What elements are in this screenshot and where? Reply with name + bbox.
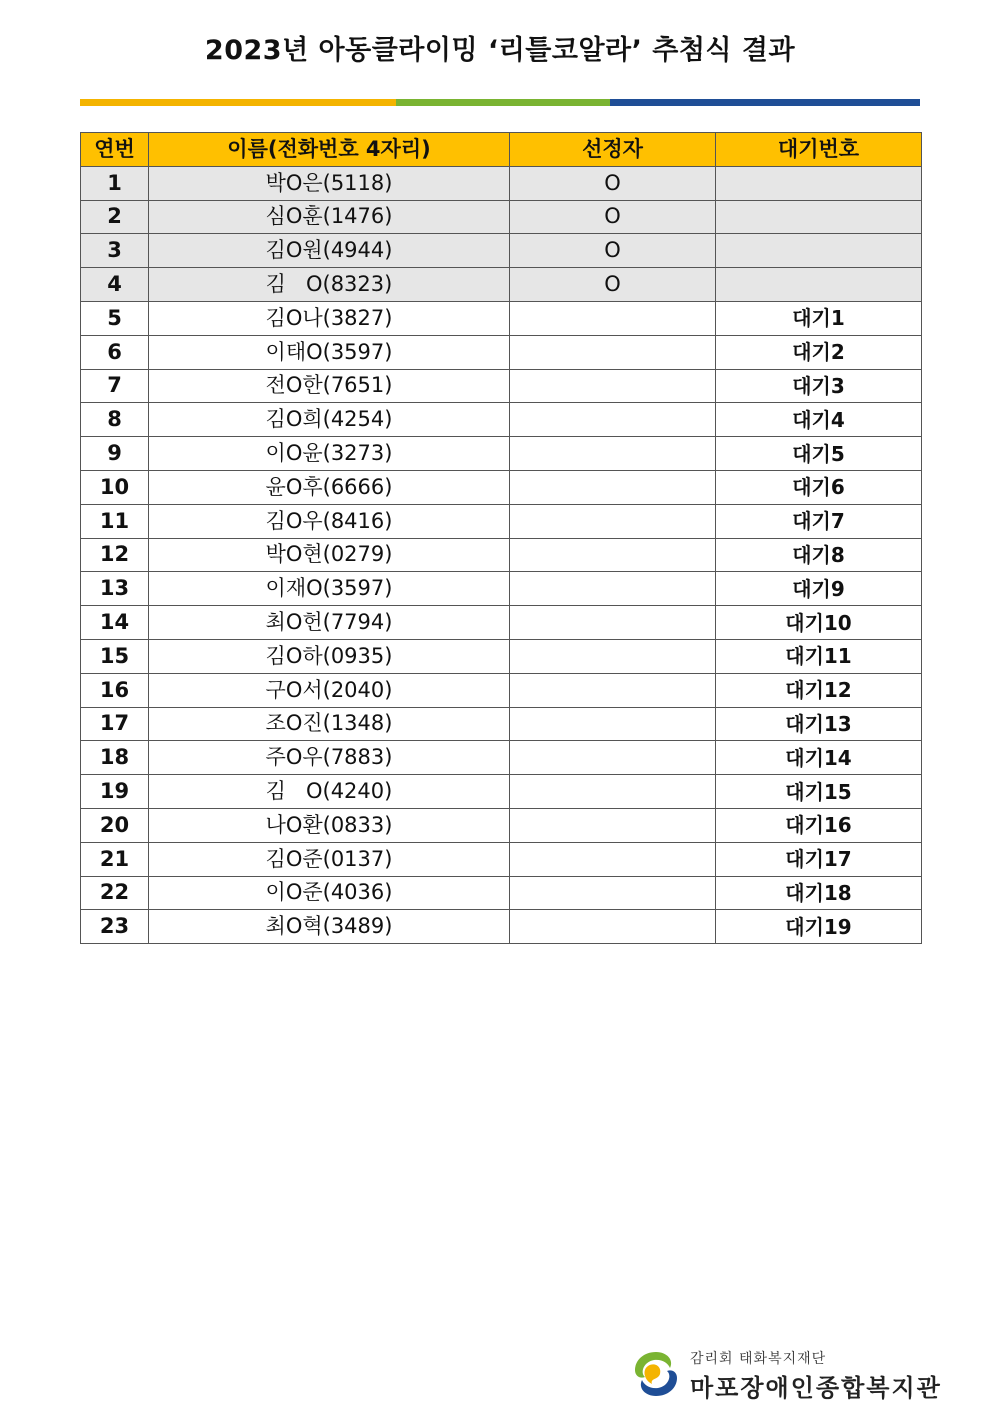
row-number: 7 [81,369,149,403]
row-name: 김 O(8323) [149,268,510,302]
row-number: 11 [81,504,149,538]
row-waiting-number [716,234,922,268]
result-table [80,132,922,944]
row-waiting-number: 대기1 [716,301,922,335]
row-selected-mark: O [510,268,716,302]
row-name: 주O우(7883) [149,741,510,775]
row-waiting-number: 대기14 [716,741,922,775]
row-name: 김O희(4254) [149,403,510,437]
row-waiting-number [716,200,922,234]
row-number: 10 [81,470,149,504]
row-name: 김O하(0935) [149,639,510,673]
row-selected-mark [510,707,716,741]
row-selected-mark [510,842,716,876]
row-name: 최O헌(7794) [149,606,510,640]
row-name: 구O서(2040) [149,673,510,707]
row-waiting-number: 대기18 [716,876,922,910]
row-number: 23 [81,910,149,944]
divider-yellow [80,99,396,106]
row-waiting-number: 대기11 [716,639,922,673]
row-waiting-number: 대기6 [716,470,922,504]
row-number: 1 [81,166,149,200]
row-number: 8 [81,403,149,437]
row-selected-mark: O [510,200,716,234]
header-waiting: 대기번호 [716,133,922,167]
divider-green [396,99,610,106]
row-name: 이재O(3597) [149,572,510,606]
row-waiting-number: 대기12 [716,673,922,707]
table-row [81,808,922,842]
table-row [81,335,922,369]
table-row [81,538,922,572]
table-row [81,268,922,302]
table-row [81,234,922,268]
row-number: 15 [81,639,149,673]
row-selected-mark [510,606,716,640]
row-selected-mark [510,301,716,335]
swirl-logo-icon [630,1348,682,1400]
row-name: 조O진(1348) [149,707,510,741]
row-name: 박O현(0279) [149,538,510,572]
org-parent-name: 감리회 태화복지재단 [690,1351,827,1367]
row-waiting-number: 대기2 [716,335,922,369]
table-row [81,470,922,504]
table-row [81,403,922,437]
row-number: 19 [81,775,149,809]
org-name: 마포장애인종합복지관 [690,1373,942,1402]
row-selected-mark [510,910,716,944]
row-number: 22 [81,876,149,910]
table-row [81,437,922,471]
row-name: 김 O(4240) [149,775,510,809]
footer-logo [630,1346,960,1400]
row-selected-mark [510,639,716,673]
page-title: 2023년 아동클라이밍 ‘리틀코알라’ 추첨식 결과 [204,35,796,66]
row-number: 9 [81,437,149,471]
row-selected-mark [510,808,716,842]
row-waiting-number: 대기3 [716,369,922,403]
row-name: 윤O후(6666) [149,470,510,504]
table-row [81,639,922,673]
row-number: 6 [81,335,149,369]
row-name: 김O나(3827) [149,301,510,335]
row-selected-mark [510,572,716,606]
row-waiting-number: 대기5 [716,437,922,471]
table-row [81,606,922,640]
row-number: 4 [81,268,149,302]
row-selected-mark: O [510,234,716,268]
row-number: 17 [81,707,149,741]
row-waiting-number [716,268,922,302]
row-number: 20 [81,808,149,842]
row-waiting-number: 대기4 [716,403,922,437]
row-waiting-number: 대기10 [716,606,922,640]
row-selected-mark [510,775,716,809]
table-row [81,876,922,910]
row-name: 최O혁(3489) [149,910,510,944]
table-row [81,707,922,741]
row-selected-mark [510,335,716,369]
row-selected-mark [510,876,716,910]
table-row [81,910,922,944]
row-waiting-number [716,166,922,200]
row-selected-mark [510,741,716,775]
row-name: 이태O(3597) [149,335,510,369]
row-name: 김O원(4944) [149,234,510,268]
row-waiting-number: 대기13 [716,707,922,741]
row-name: 나O환(0833) [149,808,510,842]
row-number: 21 [81,842,149,876]
row-selected-mark [510,504,716,538]
header-selected: 선정자 [510,133,716,167]
row-waiting-number: 대기7 [716,504,922,538]
row-selected-mark [510,538,716,572]
row-selected-mark [510,369,716,403]
divider-blue [610,99,920,106]
row-waiting-number: 대기17 [716,842,922,876]
row-number: 18 [81,741,149,775]
row-number: 12 [81,538,149,572]
row-number: 5 [81,301,149,335]
table-header-row [81,133,922,167]
row-number: 14 [81,606,149,640]
row-waiting-number: 대기19 [716,910,922,944]
row-name: 김O준(0137) [149,842,510,876]
row-waiting-number: 대기9 [716,572,922,606]
row-waiting-number: 대기8 [716,538,922,572]
table-row [81,200,922,234]
table-row [81,572,922,606]
table-row [81,369,922,403]
row-waiting-number: 대기15 [716,775,922,809]
header-name: 이름(전화번호 4자리) [149,133,510,167]
row-name: 전O한(7651) [149,369,510,403]
row-number: 3 [81,234,149,268]
table-row [81,504,922,538]
row-selected-mark: O [510,166,716,200]
table-row [81,842,922,876]
row-selected-mark [510,403,716,437]
row-name: 이O윤(3273) [149,437,510,471]
row-name: 박O은(5118) [149,166,510,200]
table-row [81,673,922,707]
row-selected-mark [510,673,716,707]
row-waiting-number: 대기16 [716,808,922,842]
row-selected-mark [510,437,716,471]
table-row [81,301,922,335]
row-name: 심O훈(1476) [149,200,510,234]
row-number: 13 [81,572,149,606]
row-number: 16 [81,673,149,707]
row-number: 2 [81,200,149,234]
row-name: 이O준(4036) [149,876,510,910]
table-row [81,741,922,775]
header-no: 연번 [81,133,149,167]
row-selected-mark [510,470,716,504]
row-name: 김O우(8416) [149,504,510,538]
table-row [81,775,922,809]
table-row [81,166,922,200]
